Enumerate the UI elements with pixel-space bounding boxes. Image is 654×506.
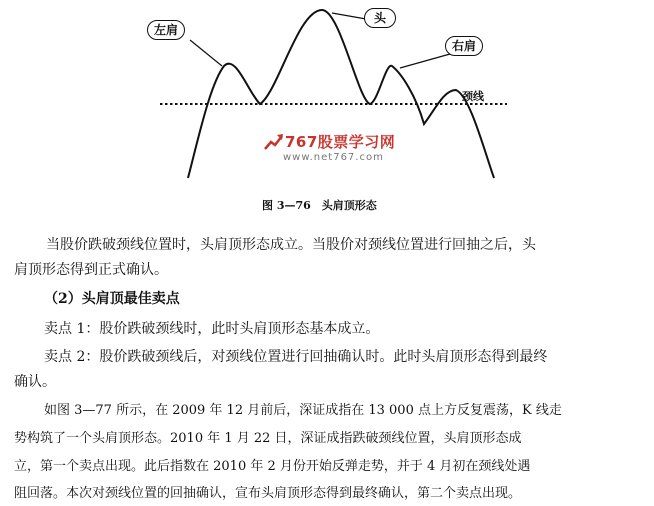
right-shoulder-label: 右肩 (445, 36, 483, 56)
head-pointer (332, 13, 366, 19)
left-shoulder-label: 左肩 (147, 20, 185, 40)
example-line-2: 势构筑了一个头肩顶形态。2010 年 1 月 22 日，深证成指跌破颈线位置，头肩顶形态成 (14, 431, 522, 446)
head-and-shoulders-diagram (0, 0, 654, 200)
section-heading: （2）头肩顶最佳卖点 (44, 291, 180, 307)
figure-caption: 图 3—76 头肩顶形态 (262, 199, 377, 212)
paragraph-1-line-2: 肩顶形态得到正式确认。 (14, 262, 168, 278)
trend-arrow-icon (263, 131, 285, 153)
sell-point-2-line-2: 确认。 (14, 374, 56, 390)
neckline-label: 颈线 (462, 90, 484, 103)
example-line-3: 立，第一个卖点出现。此后指数在 2010 年 2 月份开始反弹走势，并于 4 月初在颈线处遇 (14, 459, 531, 474)
head-label: 头 (364, 8, 396, 28)
left-shoulder-pointer (190, 40, 222, 66)
example-line-1: 如图 3—77 所示，在 2009 年 12 月前后，深证成指在 13 000 点上方反复震荡，K 线走 (44, 403, 562, 418)
right-shoulder-pointer (400, 54, 450, 68)
watermark-url: www.net767.com (283, 152, 384, 163)
watermark-title: 767股票学习网 (285, 133, 396, 151)
sell-point-1: 卖点 1：股价跌破颈线时，此时头肩顶形态基本成立。 (44, 321, 380, 337)
example-line-4: 阻回落。本次对颈线位置的回抽确认，宣布头肩顶形态得到最终确认，第二个卖点出现。 (14, 486, 522, 501)
paragraph-1-line-1: 当股价跌破颈线位置时，头肩顶形态成立。当股价对颈线位置进行回抽之后，头 (46, 237, 536, 253)
watermark (263, 131, 413, 167)
sell-point-2-line-1: 卖点 2：股价跌破颈线后，对颈线位置进行回抽确认时。此时头肩顶形态得到最终 (44, 349, 548, 365)
